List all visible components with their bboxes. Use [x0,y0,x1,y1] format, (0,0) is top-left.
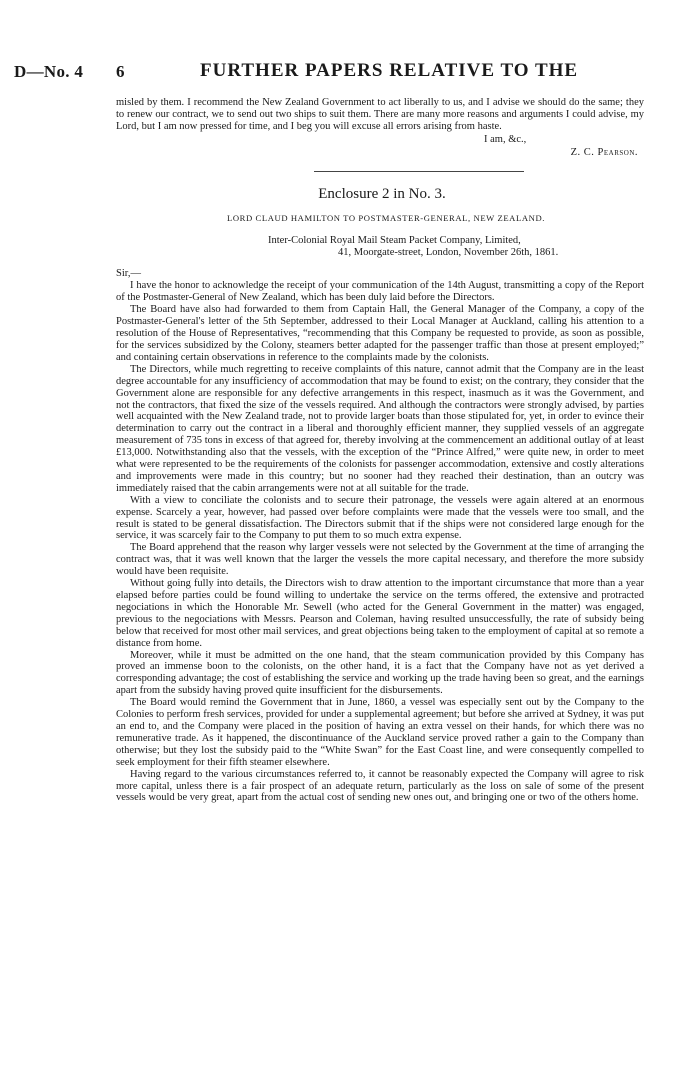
page-header [0,0,700,90]
section-divider [314,171,524,172]
letter-paragraph: Moreover, while it must be admitted on the one hand, that the steam communication provided by this Company has proved an immense boon to the colonists, on the other hand, it is a fact that the Company have not as yet derived a corresponding advantage; the cost of establishing the service and working up the trade having been so great, and the earnings apart from the subsidy having proved quite insufficient for the disbursements. [116,649,644,697]
previous-letter-close [116,133,644,159]
salutation: Sir,— [116,267,141,279]
enclosure-heading: Enclosure 2 in No. 3. [318,185,446,202]
page-number: 6 [116,62,125,81]
letter-address [116,235,644,260]
letter-paragraph: The Board would remind the Government that in June, 1860, a vessel was especially sent out by the Company to the Colonies to perform fresh services, provided for under a supplemental agreement; but before she arrived at Sydney, it was put an end to, and the Company were placed in the position of having an extra vessel on their hands, for which there was no remunerative trade. As it happened, the discontinuance of the Auckland service proved rather a gain to the Company than otherwise; but they lost the subsidy paid to the “White Swan” for the East Coast line, and were consequently compelled to seek employment for their fifth steamer elsewhere. [116,697,644,768]
page-body [116,97,644,804]
letter-paragraph: With a view to conciliate the colonists and to secure their patronage, the vessels were again altered at an enormous expense. Scarcely a year, however, had passed over before complaints were made that the vessels were too small, and the result is stated to be general dissatisfaction. The Directors submit that if the ships were not considered large enough for the service, it was scarcely fair to the Company to put them to so much extra expense. [116,494,644,542]
previous-letter-text: misled by them. I recommend the New Zealand Government to act liberally to us, and I advise we should do the same; they to renew our contract, we to send out two ships to suit them. There are many more reasons and arguments I could advise, my Lord, but I am now pressed for time, and I beg you will excuse all errors arising from haste. [116,97,644,132]
address-line-1: Inter-Colonial Royal Mail Steam Packet Company, Limited, [268,234,521,246]
address-line-2: 41, Moorgate-street, London, November 26th, 1861. [338,247,559,259]
letter-paragraph: Having regard to the various circumstances referred to, it cannot be reasonably expected the Company will agree to risk more capital, unless there is a fair prospect of an adequate return, particularly as the loss on sale of some of the present vessels would be very great, apart from the actual cost of sending new ones out, and bringing one or two of the others home. [116,768,644,804]
letter-paragraph: I have the honor to acknowledge the receipt of your communication of the 14th August, transmitting a copy of the Report of the Postmaster-General of New Zealand, which has been duly laid before the Directors. [116,280,644,304]
letter-paragraph: The Directors, while much regretting to receive complaints of this nature, cannot admit that the Company are in the least degree accountable for any insufficiency of accommodation that may be found to exist; on the contrary, they consider that the Government alone are responsible for any defective arrangements in this respect, inasmuch as it was the Government, and not the contractors, that fixed the size of the vessels required. And although the contractors were strongly advised, by parties well acquainted with the New Zealand trade, not to provide larger boats than those stipulated for, yet, in order to evince their determination to carry out the contract in a liberal and thoroughly efficient manner, they supplied vessels of an aggregate measurement of 735 tons in excess of that agreed for, thereby involving at the commencement an additional outlay of at least £13,000. Notwithstanding also that the vessels, with the exception of the “Prince Alfred,” were quite new, in order to meet what were represented to be the requirements of the colonists for passenger accommodation, extensive and costly alterations and improvements were made in this country; but no sooner had they reached their destination, than an outcry was immediately raised that the cabin arrangements were not at all suitable for the trade. [116,363,644,494]
letter-paragraph: Without going fully into details, the Directors wish to draw attention to the important circumstance that more than a year elapsed before parties could be found willing to undertake the service on the terms offered, the extensive and protracted negociations in which the Honorable Mr. Sewell (who acted for the General Government in the matter) was engaged, previous to the negociations with Messrs. Pearson and Coleman, having resulted unsuccessfully, the rate of subsidy being below that received for most other mail services, and great objections being taken to the employment of capital at so remote a distance from home. [116,578,644,649]
letter-paragraph: The Board have also had forwarded to them from Captain Hall, the General Manager of the Company, a copy of the Postmaster-General's letter of the 5th September, addressed to their Local Manager at Auckland, calling his attention to a resolution of the House of Representatives, “recommending that this Company be requested to provide, as soon as possible, for the services subsidized by the Colony, steamers better adapted for the passenger traffic than those at present employed;” and containing certain observations in reference to the complaints made by the colonists. [116,304,644,363]
letter-body [116,280,644,804]
running-title: FURTHER PAPERS RELATIVE TO THE [200,60,579,81]
closing-phrase: I am, &c., [484,133,527,145]
document-number: D—No. 4 [14,62,84,81]
letter-paragraph: The Board apprehend that the reason why larger vessels were not selected by the Government at the time of arranging the contract was, that it was well known that the larger the vessels the more capital necessary, and therefore the more subsidy would have been requisite. [116,542,644,578]
letter-title: LORD CLAUD HAMILTON TO POSTMASTER-GENERAL, NEW ZEALAND. [226,212,546,223]
signature: Z. C. Pearson. [570,146,638,158]
